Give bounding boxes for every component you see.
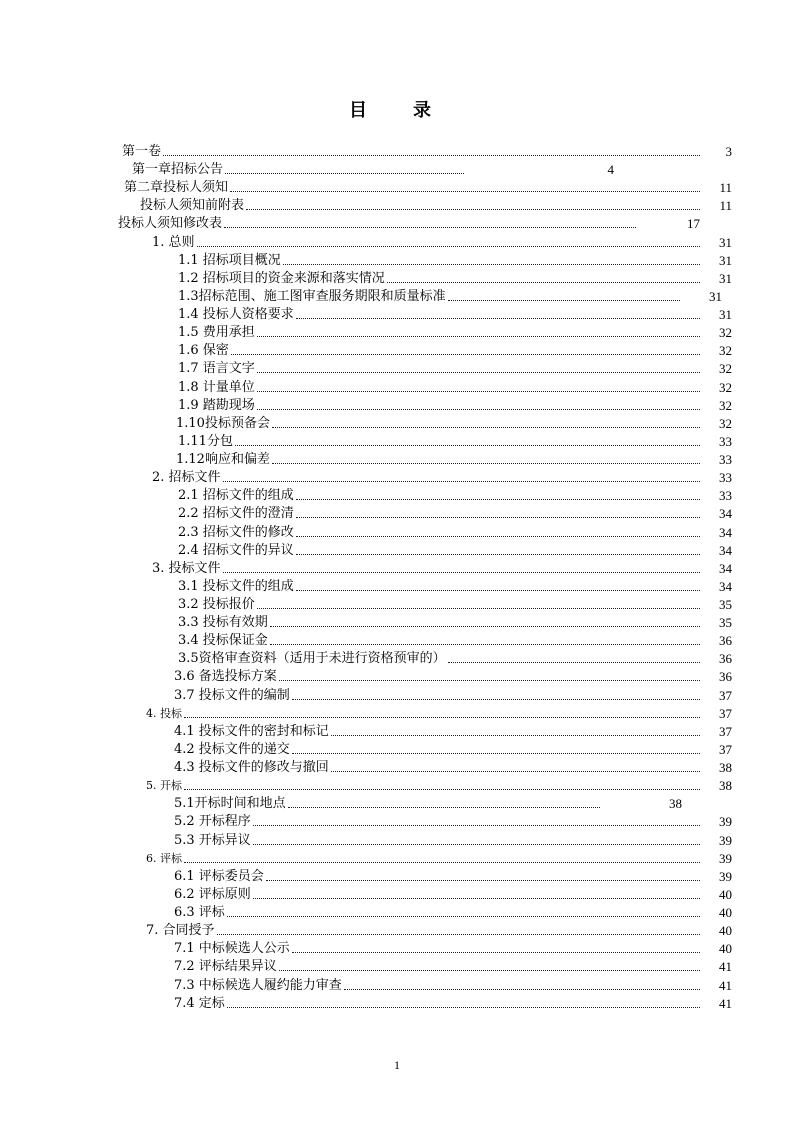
toc-entry-label: 3.3 投标有效期 bbox=[178, 615, 268, 631]
toc-entry[interactable] bbox=[178, 378, 732, 396]
dotted-leader bbox=[292, 699, 700, 700]
toc-entry-label: 3.6 备选投标方案 bbox=[174, 669, 277, 685]
toc-entry-page: 34 bbox=[719, 560, 732, 576]
toc-entry[interactable] bbox=[122, 142, 732, 160]
dotted-leader bbox=[296, 590, 700, 591]
toc-entry-label: 1.9 踏勘现场 bbox=[178, 397, 255, 413]
toc-entry[interactable] bbox=[178, 649, 732, 667]
toc-entry-label: 1.4 投标人资格要求 bbox=[178, 307, 294, 323]
page-number: 1 bbox=[394, 1058, 400, 1072]
dotted-leader bbox=[223, 572, 700, 573]
dotted-leader bbox=[272, 463, 700, 464]
toc-entry-label: 7. 合同授予 bbox=[146, 923, 215, 939]
toc-entry-label: 投标人须知前附表 bbox=[140, 198, 245, 214]
toc-entry-page: 32 bbox=[719, 361, 732, 377]
toc-entry-page: 41 bbox=[719, 977, 732, 993]
toc-entry[interactable] bbox=[178, 541, 732, 559]
toc-entry[interactable] bbox=[152, 468, 732, 486]
toc-entry[interactable] bbox=[146, 849, 732, 867]
toc-entry-page: 17 bbox=[687, 216, 700, 232]
toc-entry[interactable] bbox=[132, 160, 614, 178]
toc-entry-page: 40 bbox=[719, 886, 732, 902]
toc-entry-page: 35 bbox=[719, 615, 732, 631]
toc-entry-page: 32 bbox=[719, 397, 732, 413]
toc-entry-label: 1.7 语言文字 bbox=[178, 361, 255, 377]
toc-entry[interactable] bbox=[146, 776, 732, 794]
toc-entry-page: 39 bbox=[719, 850, 732, 866]
toc-entry-label: 5.1开标时间和地点 bbox=[174, 796, 286, 812]
toc-entry-page: 40 bbox=[719, 905, 732, 921]
dotted-leader bbox=[279, 970, 700, 971]
dotted-leader bbox=[387, 282, 700, 283]
toc-entry[interactable] bbox=[178, 486, 732, 504]
toc-entry-label: 1.2 招标项目的资金来源和落实情况 bbox=[178, 270, 385, 286]
dotted-leader bbox=[331, 735, 700, 736]
dotted-leader bbox=[253, 844, 700, 845]
toc-entry-page: 39 bbox=[719, 814, 732, 830]
toc-entry-label: 6. 评标 bbox=[146, 851, 182, 865]
toc-entry-page: 32 bbox=[719, 379, 732, 395]
toc-entry-page: 33 bbox=[719, 452, 732, 468]
dotted-leader bbox=[279, 680, 700, 681]
toc-entry-page: 39 bbox=[719, 868, 732, 884]
toc-entry[interactable] bbox=[174, 758, 732, 776]
toc-entry-page: 33 bbox=[719, 433, 732, 449]
toc-entry-label: 第一章招标公告 bbox=[132, 162, 224, 178]
dotted-leader bbox=[296, 536, 700, 537]
toc-entry[interactable] bbox=[174, 976, 732, 994]
toc-entry-page: 39 bbox=[719, 832, 732, 848]
toc-entry-page: 36 bbox=[719, 633, 732, 649]
toc-entry-label: 1.10投标预备会 bbox=[176, 415, 270, 431]
toc-entry-page: 38 bbox=[719, 778, 732, 794]
toc-entry[interactable] bbox=[178, 287, 722, 305]
toc-entry-page: 40 bbox=[719, 923, 732, 939]
toc-entry-page: 37 bbox=[719, 687, 732, 703]
dotted-leader bbox=[231, 354, 700, 355]
toc-entry-page: 32 bbox=[719, 415, 732, 431]
toc-entry[interactable] bbox=[178, 341, 732, 359]
toc-entry-page: 31 bbox=[719, 234, 732, 250]
toc-entry-page: 37 bbox=[719, 723, 732, 739]
toc-entry-label: 3.2 投标报价 bbox=[178, 597, 255, 612]
toc-entry-label: 3.4 投标保证金 bbox=[178, 633, 268, 649]
dotted-leader bbox=[296, 554, 700, 555]
toc-entry-label: 第二章投标人须知 bbox=[124, 180, 229, 196]
toc-entry[interactable] bbox=[152, 559, 732, 577]
dotted-leader bbox=[224, 227, 636, 228]
dotted-leader bbox=[184, 789, 700, 790]
toc-entry[interactable] bbox=[176, 414, 732, 432]
toc-entry[interactable] bbox=[178, 504, 732, 522]
toc-entry[interactable] bbox=[152, 233, 732, 251]
toc-entry[interactable] bbox=[174, 686, 732, 704]
toc-entry-label: 1.8 计量单位 bbox=[178, 379, 255, 395]
toc-entry-label: 5.3 开标异议 bbox=[174, 832, 251, 848]
toc-entry[interactable] bbox=[178, 631, 732, 649]
toc-entry-page: 3 bbox=[725, 144, 732, 159]
toc-entry-label: 4.2 投标文件的递交 bbox=[174, 741, 290, 757]
toc-entry-label: 1.11分包 bbox=[178, 433, 233, 449]
dotted-leader bbox=[227, 1007, 700, 1008]
dotted-leader bbox=[257, 391, 700, 392]
toc-entry-page: 38 bbox=[719, 760, 732, 776]
dotted-leader bbox=[230, 191, 700, 192]
dotted-leader bbox=[163, 155, 700, 156]
toc-entry-label: 3.7 投标文件的编制 bbox=[174, 687, 290, 703]
toc-entry-label: 7.2 评标结果异议 bbox=[174, 959, 277, 975]
toc-entry-label: 1.5 费用承担 bbox=[178, 325, 255, 341]
toc-entry-label: 1.3招标范围、施工图审查服务期限和质量标准 bbox=[178, 288, 446, 304]
toc-entry-label: 2.2 招标文件的澄清 bbox=[178, 506, 294, 522]
toc-entry[interactable] bbox=[118, 214, 700, 232]
toc-entry-label: 1.12响应和偏差 bbox=[176, 452, 270, 468]
toc-entry[interactable] bbox=[174, 885, 732, 903]
dotted-leader bbox=[266, 880, 700, 881]
toc-entry[interactable] bbox=[174, 794, 682, 812]
dotted-leader bbox=[272, 427, 700, 428]
toc-entry-label: 7.1 中标候选人公示 bbox=[174, 941, 290, 957]
toc-entry-label: 4.1 投标文件的密封和标记 bbox=[174, 723, 329, 739]
dotted-leader bbox=[257, 372, 700, 373]
toc-entry[interactable] bbox=[146, 921, 732, 939]
toc-entry-label: 2.1 招标文件的组成 bbox=[178, 488, 294, 504]
toc-entry-page: 33 bbox=[719, 470, 732, 486]
dotted-leader bbox=[217, 934, 700, 935]
toc-entry[interactable] bbox=[174, 722, 732, 740]
toc-entry[interactable] bbox=[174, 903, 732, 921]
toc-entry[interactable] bbox=[174, 867, 732, 885]
dotted-leader bbox=[257, 409, 700, 410]
dotted-leader bbox=[270, 626, 700, 627]
toc-entry[interactable] bbox=[124, 178, 732, 196]
toc-entry[interactable] bbox=[174, 812, 732, 830]
toc-entry-label: 6.2 评标原则 bbox=[174, 886, 251, 902]
toc-entry-page: 36 bbox=[719, 669, 732, 685]
toc-entry[interactable] bbox=[174, 831, 732, 849]
dotted-leader bbox=[448, 662, 700, 663]
toc-entry-label: 7.4 定标 bbox=[174, 995, 225, 1011]
toc-entry-label: 4.3 投标文件的修改与撤回 bbox=[174, 760, 329, 776]
toc-entry[interactable] bbox=[178, 359, 732, 377]
toc-entry-page: 34 bbox=[719, 524, 732, 540]
toc-entry-page: 37 bbox=[719, 741, 732, 757]
dotted-leader bbox=[223, 481, 700, 482]
dotted-leader bbox=[197, 246, 700, 247]
toc-entry[interactable] bbox=[178, 523, 732, 541]
toc-entry-label: 3.1 投标文件的组成 bbox=[178, 578, 294, 594]
dotted-leader bbox=[253, 898, 700, 899]
dotted-leader bbox=[246, 209, 700, 210]
toc-entry[interactable] bbox=[174, 667, 732, 685]
toc-entry-page: 11 bbox=[719, 198, 732, 214]
toc-entry-label: 7.3 中标候选人履约能力审查 bbox=[174, 977, 342, 993]
dotted-leader bbox=[283, 264, 700, 265]
toc-entry[interactable] bbox=[178, 269, 732, 287]
dotted-leader bbox=[448, 300, 680, 301]
toc-entry[interactable] bbox=[174, 939, 732, 957]
toc-entry-label: 6.3 评标 bbox=[174, 905, 225, 921]
toc-entry-page: 32 bbox=[719, 343, 732, 359]
dotted-leader bbox=[184, 717, 700, 718]
toc-entry-page: 41 bbox=[719, 959, 732, 975]
toc-entry[interactable] bbox=[146, 704, 732, 722]
toc-entry-label: 4. 投标 bbox=[146, 706, 182, 720]
toc-entry-label: 5. 开标 bbox=[146, 779, 182, 793]
toc-entry-page: 31 bbox=[719, 270, 732, 286]
toc-entry-label: 2.4 招标文件的异议 bbox=[178, 542, 294, 558]
toc-entry-page: 37 bbox=[719, 705, 732, 721]
dotted-leader bbox=[331, 771, 700, 772]
dotted-leader bbox=[257, 608, 700, 609]
toc-entry-page: 34 bbox=[719, 542, 732, 558]
toc-entry[interactable] bbox=[178, 432, 732, 450]
dotted-leader bbox=[227, 916, 700, 917]
dotted-leader bbox=[296, 517, 700, 518]
toc-entry[interactable] bbox=[178, 577, 732, 595]
dotted-leader bbox=[292, 952, 700, 953]
toc-entry[interactable] bbox=[178, 251, 732, 269]
toc-entry-page: 31 bbox=[709, 288, 722, 304]
dotted-leader bbox=[296, 499, 700, 500]
toc-entry[interactable] bbox=[178, 595, 732, 613]
toc-entry-label: 1.1 招标项目概况 bbox=[178, 252, 281, 268]
toc-entry-label: 2. 招标文件 bbox=[152, 470, 221, 486]
toc-entry-page: 35 bbox=[719, 597, 732, 612]
page-title: 目 录 bbox=[349, 100, 445, 121]
toc-entry-page: 34 bbox=[719, 578, 732, 594]
toc-entry-label: 5.2 开标程序 bbox=[174, 814, 251, 830]
toc-entry-label: 第一卷 bbox=[122, 144, 162, 159]
toc-entry-label: 投标人须知修改表 bbox=[118, 216, 223, 232]
toc-entry-page: 31 bbox=[719, 307, 732, 323]
dotted-leader bbox=[184, 862, 700, 863]
toc-entry-page: 31 bbox=[719, 252, 732, 268]
toc-entry[interactable] bbox=[174, 740, 732, 758]
toc-entry[interactable] bbox=[174, 994, 732, 1012]
dotted-leader bbox=[344, 989, 700, 990]
toc-entry[interactable] bbox=[174, 957, 732, 975]
toc-entry-page: 36 bbox=[719, 651, 732, 667]
toc-entry-label: 3. 投标文件 bbox=[152, 560, 221, 576]
toc-entry[interactable] bbox=[176, 450, 732, 468]
dotted-leader bbox=[235, 445, 700, 446]
toc-entry-page: 34 bbox=[719, 506, 732, 522]
dotted-leader bbox=[253, 825, 700, 826]
dotted-leader bbox=[225, 173, 464, 174]
dotted-leader bbox=[257, 336, 700, 337]
toc-entry-label: 1. 总则 bbox=[152, 234, 195, 250]
toc-entry[interactable] bbox=[178, 305, 732, 323]
toc-entry[interactable] bbox=[178, 396, 732, 414]
toc-entry-label: 6.1 评标委员会 bbox=[174, 868, 264, 884]
dotted-leader bbox=[292, 753, 700, 754]
toc-entry[interactable] bbox=[178, 323, 732, 341]
toc-entry-label: 3.5资格审查资料（适用于未进行资格预审的） bbox=[178, 651, 446, 667]
dotted-leader bbox=[296, 318, 700, 319]
toc-entry-page: 32 bbox=[719, 325, 732, 341]
toc-entry-page: 33 bbox=[719, 488, 732, 504]
toc-entry-page: 41 bbox=[719, 995, 732, 1011]
toc-entry[interactable] bbox=[178, 613, 732, 631]
toc-entry-page: 38 bbox=[669, 796, 682, 812]
toc-entry-page: 4 bbox=[607, 162, 614, 178]
toc-entry-label: 2.3 招标文件的修改 bbox=[178, 524, 294, 540]
toc-entry-label: 1.6 保密 bbox=[178, 343, 229, 359]
dotted-leader bbox=[288, 807, 600, 808]
toc-entry-page: 40 bbox=[719, 941, 732, 957]
toc-entry[interactable] bbox=[140, 196, 732, 214]
toc-entry-page: 11 bbox=[719, 180, 732, 196]
dotted-leader bbox=[270, 644, 700, 645]
